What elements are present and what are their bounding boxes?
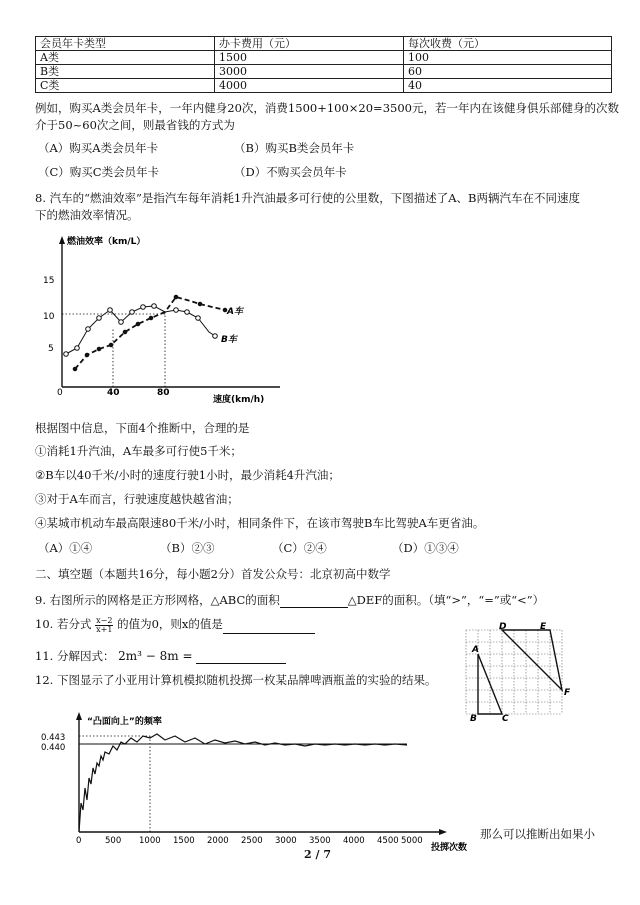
series-a-label: A车 [227, 307, 243, 317]
series-b-point [213, 334, 218, 339]
q10-answer-blank[interactable] [223, 621, 315, 634]
q8-option-a: （A）①④ [38, 541, 93, 555]
series-a-point [109, 343, 113, 347]
table-cell: 60 [404, 65, 612, 79]
table-cell: 4000 [215, 79, 404, 93]
series-b-point [75, 346, 80, 351]
q7-example-line2: 介于50~60次之间，则最省钱的方式为 [35, 118, 235, 132]
table-cell: B类 [36, 65, 215, 79]
point-f-label: F [564, 688, 571, 698]
table-cell: 办卡费用（元） [215, 37, 404, 51]
series-a-point [85, 353, 89, 357]
series-b-point [86, 327, 91, 332]
fuel-efficiency-chart [35, 232, 295, 412]
x-axis-label: 速度(km/h) [213, 395, 265, 405]
point-b-label: B [470, 714, 477, 722]
y-axis-label: “凸面向上”的频率 [87, 717, 162, 727]
x-ticks [76, 836, 423, 846]
y-axis-label: 燃油效率（km/L） [67, 237, 146, 247]
table-cell: 每次收费（元） [404, 37, 612, 51]
x-tick-label: 2500 [241, 836, 263, 846]
q11 [35, 648, 286, 664]
frequency-series-line [79, 734, 407, 832]
x-tick-label: 80 [157, 388, 170, 398]
x-tick-label: 2000 [207, 836, 229, 846]
table-cell: 40 [404, 79, 612, 93]
series-a-point [149, 316, 153, 320]
q10-suffix: 的值为0，则x的值是 [117, 617, 223, 631]
table-header-row [36, 37, 612, 51]
table-cell: 3000 [215, 65, 404, 79]
x-axis-label: 投掷次数 [431, 843, 468, 853]
q12-trailing-text: 那么可以推断出如果小 [480, 827, 595, 841]
x-tick-label: 1500 [173, 836, 195, 846]
q9-prefix: 9. 右图所示的网格是正方形网格，△ABC的面积 [35, 593, 280, 607]
q10-denominator: x+1 [96, 624, 113, 634]
table-cell: 1500 [215, 51, 404, 65]
series-a-point [97, 347, 101, 351]
q8-line2: 下的燃油效率情况。 [35, 208, 139, 222]
table-row [36, 51, 612, 65]
q10-prefix: 10. 若分式 [35, 617, 92, 631]
series-a-point [136, 322, 140, 326]
series-a-point [174, 295, 178, 299]
x-axis-arrow [439, 829, 447, 835]
series-b-point [185, 310, 190, 315]
grid-figure [458, 622, 578, 722]
x-tick-label: 0 [76, 836, 82, 846]
q12-line: 12. 下图显示了小亚用计算机模拟随机投掷一枚某品牌啤酒瓶盖的实验的结果。 [35, 673, 437, 687]
y-tick-label: 5 [48, 344, 54, 354]
x-tick-label: 4500 [377, 836, 399, 846]
y-tick-label: 15 [43, 276, 55, 286]
q9 [35, 592, 544, 608]
series-a-point [123, 330, 127, 334]
series-a-point [73, 367, 77, 371]
x-tick-label: 4000 [343, 836, 365, 846]
y-axis-arrow [59, 236, 65, 244]
q10 [35, 616, 315, 634]
section-title: 二、填空题（本题共16分，每小题2分）首发公众号：北京初高中数学 [35, 567, 391, 581]
q8-statement-3: ③对于A车而言，行驶速度越快越省油； [35, 492, 239, 506]
table-cell: C类 [36, 79, 215, 93]
q8-intro: 根据图中信息，下面4个推断中，合理的是 [35, 421, 250, 435]
point-c-label: C [502, 714, 509, 722]
series-a-point [198, 302, 202, 306]
series-a-line [75, 297, 225, 369]
table-row [36, 79, 612, 93]
point-a-label: A [472, 645, 479, 655]
q8-statement-4: ④某城市机动车最高限速80千米/小时，相同条件下，在该市驾驶B车比驾驶A车更省油。 [35, 516, 485, 530]
series-b-point [97, 316, 102, 321]
q10-fraction [95, 617, 113, 634]
series-b-point [196, 316, 201, 321]
x-tick-label: 0 [57, 388, 63, 398]
series-b-point [174, 308, 179, 313]
q8-option-b: （B）②③ [160, 541, 215, 555]
q9-middle: △DEF的面积。（填“>”，“=”或“<”） [347, 593, 545, 607]
q7-option-b: （B）购买B类会员年卡 [234, 141, 355, 155]
q8-option-c: （C）②④ [272, 541, 327, 555]
q8-line1: 8. 汽车的“燃油效率”是指汽车每年消耗1升汽油最多可行使的公里数，下图描述了A、B两辆汽车在不同速度 [35, 191, 580, 205]
q7-example-line1: 例如，购买A类会员年卡，一年内健身20次，消费1500+100×20=3500元，若一年内在该健身俱乐部健身的次数 [35, 101, 619, 115]
frequency-chart [35, 708, 475, 858]
x-tick-label: 40 [107, 388, 120, 398]
q10-numerator: x−2 [96, 615, 113, 625]
x-tick-label: 1000 [139, 836, 161, 846]
q8-statement-2: ②B车以40千米/小时的速度行驶1小时，最少消耗4升汽油； [35, 468, 340, 482]
q7-option-c: （C）购买C类会员年卡 [38, 165, 160, 179]
y-mark-label: 0.443 [41, 733, 66, 743]
y-tick-label: 10 [43, 312, 55, 322]
series-b-label: B车 [221, 335, 237, 345]
q11-answer-blank[interactable] [196, 651, 286, 664]
q11-prefix: 11. 分解因式： [35, 649, 115, 663]
q8-option-d: （D）①③④ [392, 541, 459, 555]
series-b-point [152, 304, 157, 309]
y-mark-label: 0.440 [41, 743, 66, 753]
q9-answer-blank[interactable] [280, 595, 348, 608]
y-axis-arrow [76, 712, 82, 720]
q7-option-a: （A）购买A类会员年卡 [38, 141, 159, 155]
q8-statement-1: ①消耗1升汽油，A车最多可行使5千米； [35, 444, 242, 458]
series-b-point [119, 320, 124, 325]
series-b-point [141, 305, 146, 310]
x-tick-label: 3500 [309, 836, 331, 846]
x-tick-label: 5000 [401, 836, 423, 846]
x-tick-label: 3000 [275, 836, 297, 846]
triangle-def [502, 630, 562, 690]
series-b-markers [64, 304, 218, 357]
table-cell: 100 [404, 51, 612, 65]
page-number: 2 / 7 [304, 848, 331, 861]
q11-expression: 2m³ − 8m = [118, 649, 193, 663]
q7-option-d: （D）不购买会员年卡 [234, 165, 347, 179]
table-cell: 会员年卡类型 [36, 37, 215, 51]
series-b-point [64, 352, 69, 357]
series-b-point [130, 310, 135, 315]
table-cell: A类 [36, 51, 215, 65]
membership-table [35, 36, 612, 93]
point-e-label: E [540, 622, 547, 632]
table-row [36, 65, 612, 79]
series-b-point [108, 308, 113, 313]
x-tick-label: 500 [105, 836, 122, 846]
point-d-label: D [499, 622, 507, 632]
